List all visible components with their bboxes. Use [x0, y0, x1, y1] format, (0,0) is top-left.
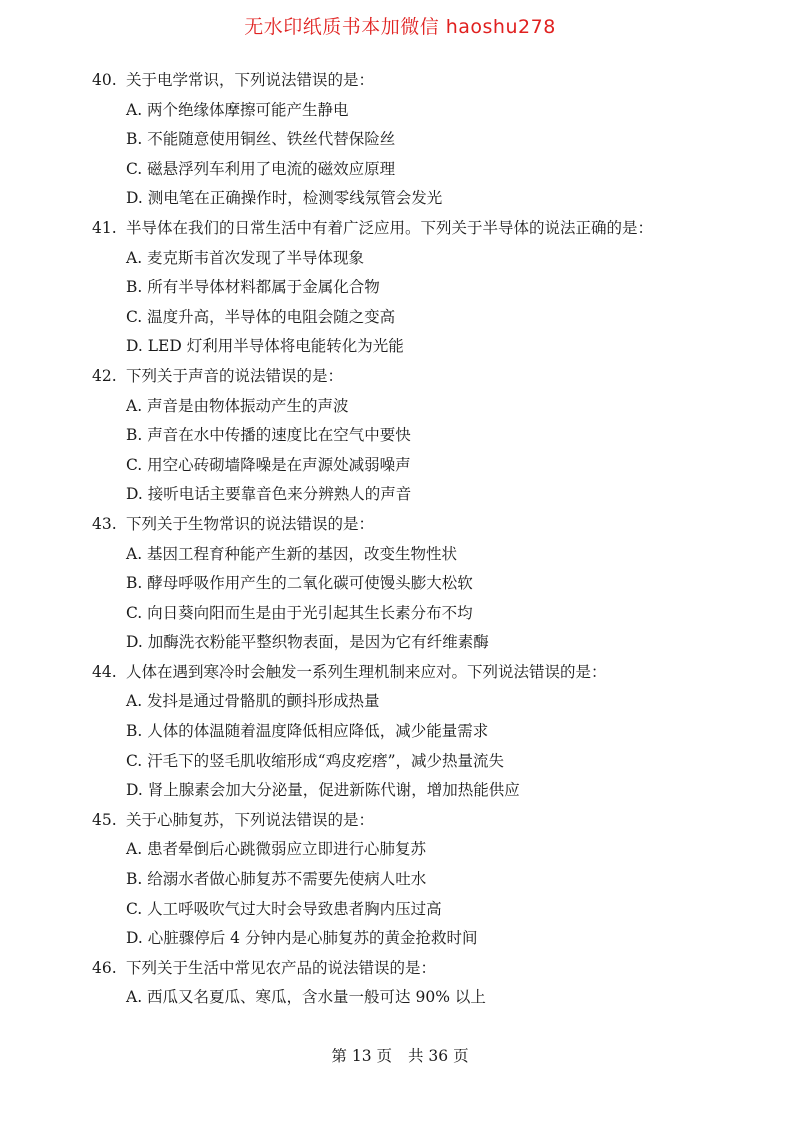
option-a: A. 西瓜又名夏瓜、寒瓜，含水量一般可达 90% 以上	[126, 988, 486, 1007]
question-stem	[92, 954, 782, 984]
question-number: 40.	[92, 71, 117, 89]
question-number: 44.	[92, 662, 117, 681]
option-c: C. 用空心砖砌墙降噪是在声源处减弱噪声	[126, 455, 411, 474]
question-stem	[92, 806, 782, 836]
question-42	[92, 362, 782, 510]
question-46	[92, 954, 782, 1013]
question-text: 人体在遇到寒冷时会触发一系列生理机制来应对。下列说法错误的是：	[126, 662, 607, 681]
question-stem	[92, 510, 782, 540]
option-b: B. 给溺水者做心肺复苏不需要先使病人吐水	[126, 870, 427, 889]
option-c: C. 向日葵向阳而生是由于光引起其生长素分布不均	[126, 603, 473, 622]
option-c: C. 人工呼吸吹气过大时会导致患者胸内压过高	[126, 899, 442, 918]
option-d: D. LED 灯利用半导体将电能转化为光能	[126, 337, 404, 356]
question-text: 半导体在我们的日常生活中有着广泛应用。下列关于半导体的说法正确的是：	[126, 218, 654, 237]
question-44	[92, 658, 782, 806]
question-stem	[92, 214, 782, 244]
page-number: 第 13 页	[331, 1047, 392, 1065]
question-text: 下列关于生物常识的说法错误的是：	[126, 514, 375, 533]
page-footer	[0, 1044, 800, 1066]
option-a: A. 声音是由物体振动产生的声波	[126, 396, 349, 415]
question-43	[92, 510, 782, 658]
option-a: A. 发抖是通过骨骼肌的颤抖形成热量	[126, 692, 380, 711]
question-stem	[92, 66, 782, 96]
watermark-banner: 无水印纸质书本加微信 haoshu278	[244, 16, 556, 38]
option-a: A. 麦克斯韦首次发现了半导体现象	[126, 248, 365, 267]
option-d: D. 肾上腺素会加大分泌量，促进新陈代谢，增加热能供应	[126, 781, 520, 800]
question-text: 下列关于声音的说法错误的是：	[126, 366, 344, 385]
option-b: B. 不能随意使用铜丝、铁丝代替保险丝	[126, 130, 396, 149]
option-a: A. 患者晕倒后心跳微弱应立即进行心肺复苏	[126, 840, 427, 859]
question-45	[92, 806, 782, 954]
option-c: C. 温度升高，半导体的电阻会随之变高	[126, 307, 396, 326]
option-c: C. 磁悬浮列车利用了电流的磁效应原理	[126, 159, 396, 178]
question-text: 关于心肺复苏，下列说法错误的是：	[126, 810, 375, 829]
option-b: B. 声音在水中传播的速度比在空气中要快	[126, 426, 411, 445]
option-b: B. 所有半导体材料都属于金属化合物	[126, 278, 380, 297]
page-total: 共 36 页	[408, 1047, 469, 1065]
option-a: A. 两个绝缘体摩擦可能产生静电	[126, 100, 349, 119]
question-text: 下列关于生活中常见农产品的说法错误的是：	[126, 958, 437, 977]
question-list	[92, 66, 782, 1013]
question-number: 41.	[92, 218, 117, 237]
question-stem	[92, 362, 782, 392]
option-b: B. 酵母呼吸作用产生的二氧化碳可使馒头膨大松软	[126, 574, 473, 593]
option-d: D. 心脏骤停后 4 分钟内是心肺复苏的黄金抢救时间	[126, 929, 478, 948]
question-number: 45.	[92, 810, 117, 829]
question-number: 43.	[92, 514, 117, 533]
option-c: C. 汗毛下的竖毛肌收缩形成“鸡皮疙瘩”，减少热量流失	[126, 751, 505, 770]
question-number: 46.	[92, 958, 117, 977]
option-d: D. 加酶洗衣粉能平整织物表面，是因为它有纤维素酶	[126, 633, 489, 652]
option-d: D. 接听电话主要靠音色来分辨熟人的声音	[126, 485, 412, 504]
question-40	[92, 66, 782, 214]
question-41	[92, 214, 782, 362]
question-number: 42.	[92, 366, 117, 385]
option-a: A. 基因工程育种能产生新的基因，改变生物性状	[126, 544, 458, 563]
question-text: 关于电学常识，下列说法错误的是：	[126, 71, 375, 89]
option-b: B. 人体的体温随着温度降低相应降低，减少能量需求	[126, 722, 489, 741]
question-stem	[92, 658, 782, 688]
option-d: D. 测电笔在正确操作时，检测零线氖管会发光	[126, 189, 443, 208]
